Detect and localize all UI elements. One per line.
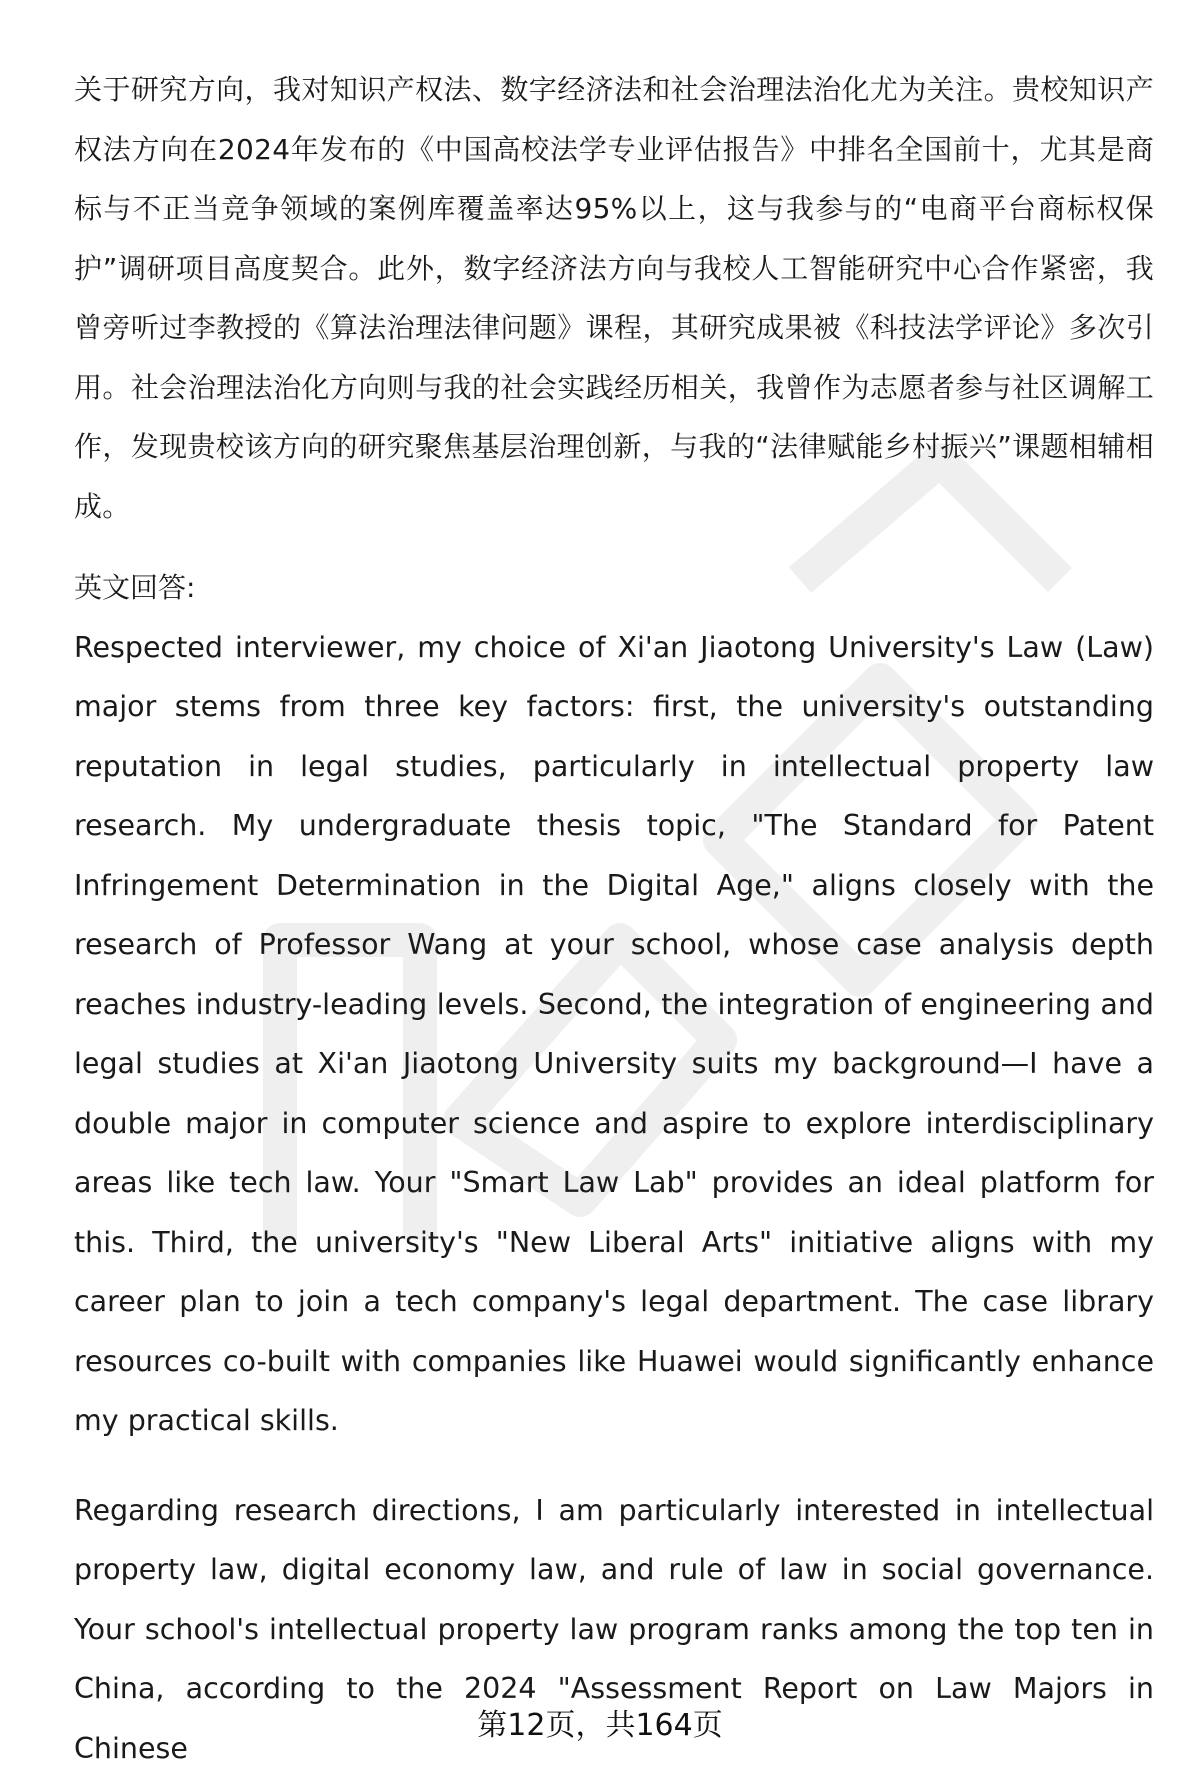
paragraph-gap [74,1451,1154,1481]
page-number-footer: 第12页，共164页 [0,1700,1200,1744]
english-answer-paragraph-2: Regarding research directions, I am particularly interested in intellectual property law, digital economy law, and rule of law in social governance. Your school's intellectual property law program ranks among the top ten in China, according to the 2024 "Assessment Report on Law Majors in Chinese [74,1481,1154,1778]
english-answer-paragraph-1: Respected interviewer, my choice of Xi'an Jiaotong University's Law (Law) major stems from three key factors: first, the university's outstanding reputation in legal studies, particularly in intellectual property law research. My undergraduate thesis topic, "The Standard for Patent Infringement Determination in the Digital Age," aligns closely with the research of Professor Wang at your school, whose case analysis depth reaches industry-leading levels. Second, the integration of engineering and legal studies at Xi'an Jiaotong University suits my background—I have a double major in computer science and aspire to explore interdisciplinary areas like tech law. Your "Smart Law Lab" provides an ideal platform for this. Third, the university's "New Liberal Arts" initiative aligns with my career plan to join a tech company's legal department. The case library resources co-built with companies like Huawei would significantly enhance my practical skills. [74,618,1154,1451]
english-answer-label: 英文回答: [74,558,1154,618]
chinese-answer-paragraph: 关于研究方向，我对知识产权法、数字经济法和社会治理法治化尤为关注。贵校知识产权法方向在2024年发布的《中国高校法学专业评估报告》中排名全国前十，尤其是商标与不正当竞争领域的案例库覆盖率达95%以上，这与我参与的“电商平台商标权保护”调研项目高度契合。此外，数字经济法方向与我校人工智能研究中心合作紧密，我曾旁听过李教授的《算法治理法律问题》课程，其研究成果被《科技法学评论》多次引用。社会治理法治化方向则与我的社会实践经历相关，我曾作为志愿者参与社区调解工作，发现贵校该方向的研究聚焦基层治理创新，与我的“法律赋能乡村振兴”课题相辅相成。 [74,60,1154,536]
document-body [74,60,1154,1778]
